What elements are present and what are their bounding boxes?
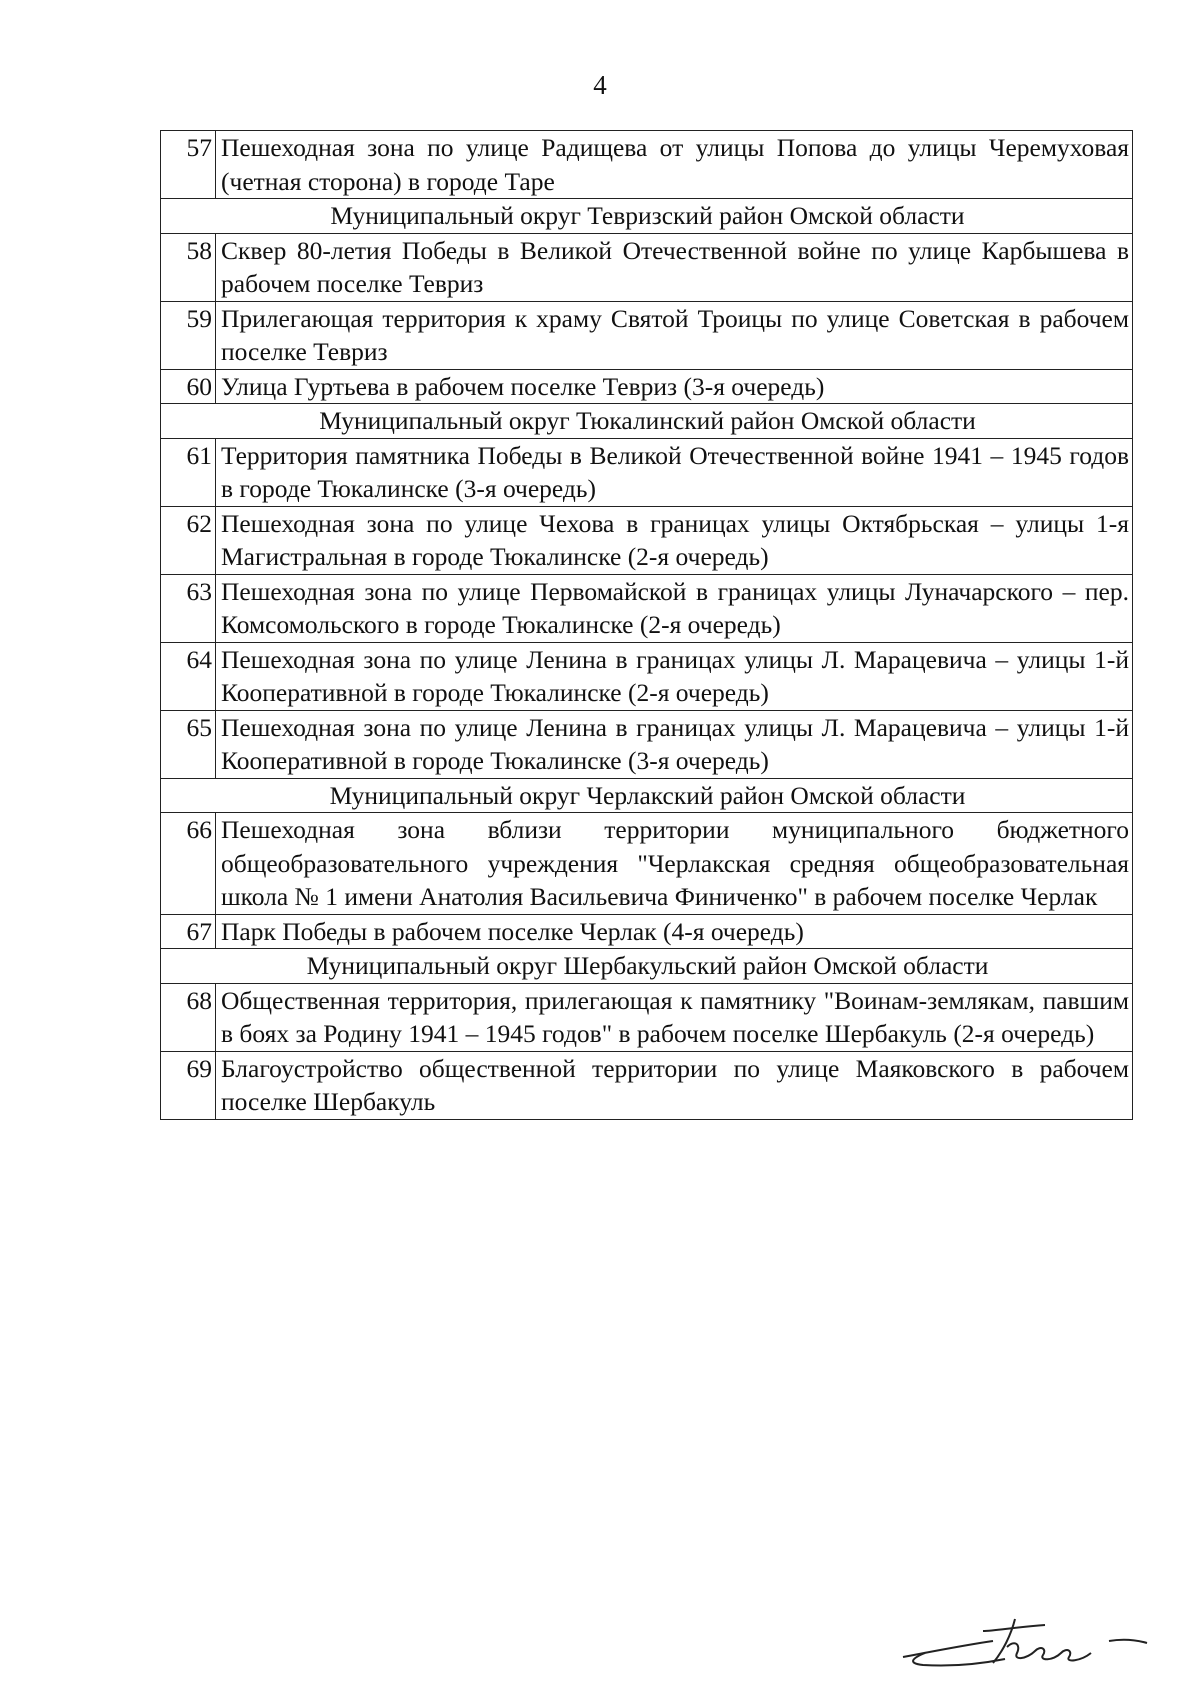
table-row: [161, 574, 1133, 642]
row-number: 60: [161, 369, 216, 404]
table-row: [161, 813, 1133, 915]
row-description: Территория памятника Победы в Великой Отечественной войне 1941 – 1945 годов в городе Тюкалинске (3-я очередь): [216, 438, 1133, 506]
row-description: Парк Победы в рабочем поселке Черлак (4-я очередь): [216, 914, 1133, 949]
row-description: Сквер 80-летия Победы в Великой Отечественной войне по улице Карбышева в рабочем поселке Тевриз: [216, 233, 1133, 301]
table-section-row: [161, 778, 1133, 813]
row-description: Пешеходная зона вблизи территории муниципального бюджетного общеобразовательного учреждения "Черлакская средняя общеобразовательная школа № 1 имени Анатолия Васильевича Финиченко" в рабочем поселке Черлак: [216, 813, 1133, 915]
row-number: 68: [161, 983, 216, 1051]
row-number: 57: [161, 131, 216, 199]
table-section-row: [161, 949, 1133, 984]
table-row: [161, 131, 1133, 199]
table-row: [161, 1051, 1133, 1119]
row-description: Общественная территория, прилегающая к памятнику "Воинам-землякам, павшим в боях за Родину 1941 – 1945 годов" в рабочем поселке Шербакуль (2-я очередь): [216, 983, 1133, 1051]
row-description: Пешеходная зона по улице Радищева от улицы Попова до улицы Черемуховая (четная сторона) в городе Таре: [216, 131, 1133, 199]
table-row: [161, 369, 1133, 404]
row-description: Пешеходная зона по улице Чехова в границах улицы Октябрьская – улицы 1-я Магистральная в городе Тюкалинске (2-я очередь): [216, 506, 1133, 574]
table-row: [161, 914, 1133, 949]
table-row: [161, 438, 1133, 506]
signature-icon: [895, 1605, 1155, 1675]
section-heading: Муниципальный округ Шербакульский район Омской области: [161, 949, 1133, 984]
table-body: [161, 131, 1133, 1120]
row-description: Улица Гуртьева в рабочем поселке Тевриз (3-я очередь): [216, 369, 1133, 404]
row-description: Прилегающая территория к храму Святой Троицы по улице Советская в рабочем поселке Тевриз: [216, 301, 1133, 369]
table-row: [161, 301, 1133, 369]
row-number: 59: [161, 301, 216, 369]
row-number: 64: [161, 642, 216, 710]
table-row: [161, 983, 1133, 1051]
section-heading: Муниципальный округ Тевризский район Омской области: [161, 199, 1133, 234]
row-number: 69: [161, 1051, 216, 1119]
page-number: 4: [593, 70, 607, 100]
table-section-row: [161, 404, 1133, 439]
row-description: Пешеходная зона по улице Первомайской в границах улицы Луначарского – пер. Комсомольского в городе Тюкалинске (2-я очередь): [216, 574, 1133, 642]
objects-table: [160, 130, 1133, 1120]
row-number: 61: [161, 438, 216, 506]
table-row: [161, 506, 1133, 574]
table-row: [161, 710, 1133, 778]
row-number: 65: [161, 710, 216, 778]
row-number: 62: [161, 506, 216, 574]
row-number: 58: [161, 233, 216, 301]
section-heading: Муниципальный округ Черлакский район Омской области: [161, 778, 1133, 813]
table-section-row: [161, 199, 1133, 234]
section-heading: Муниципальный округ Тюкалинский район Омской области: [161, 404, 1133, 439]
row-number: 67: [161, 914, 216, 949]
table-row: [161, 233, 1133, 301]
row-description: Пешеходная зона по улице Ленина в границах улицы Л. Марацевича – улицы 1-й Кооперативной в городе Тюкалинске (3-я очередь): [216, 710, 1133, 778]
row-number: 63: [161, 574, 216, 642]
table-row: [161, 642, 1133, 710]
row-description: Благоустройство общественной территории по улице Маяковского в рабочем поселке Шербакуль: [216, 1051, 1133, 1119]
row-number: 66: [161, 813, 216, 915]
row-description: Пешеходная зона по улице Ленина в границах улицы Л. Марацевича – улицы 1-й Кооперативной в городе Тюкалинске (2-я очередь): [216, 642, 1133, 710]
